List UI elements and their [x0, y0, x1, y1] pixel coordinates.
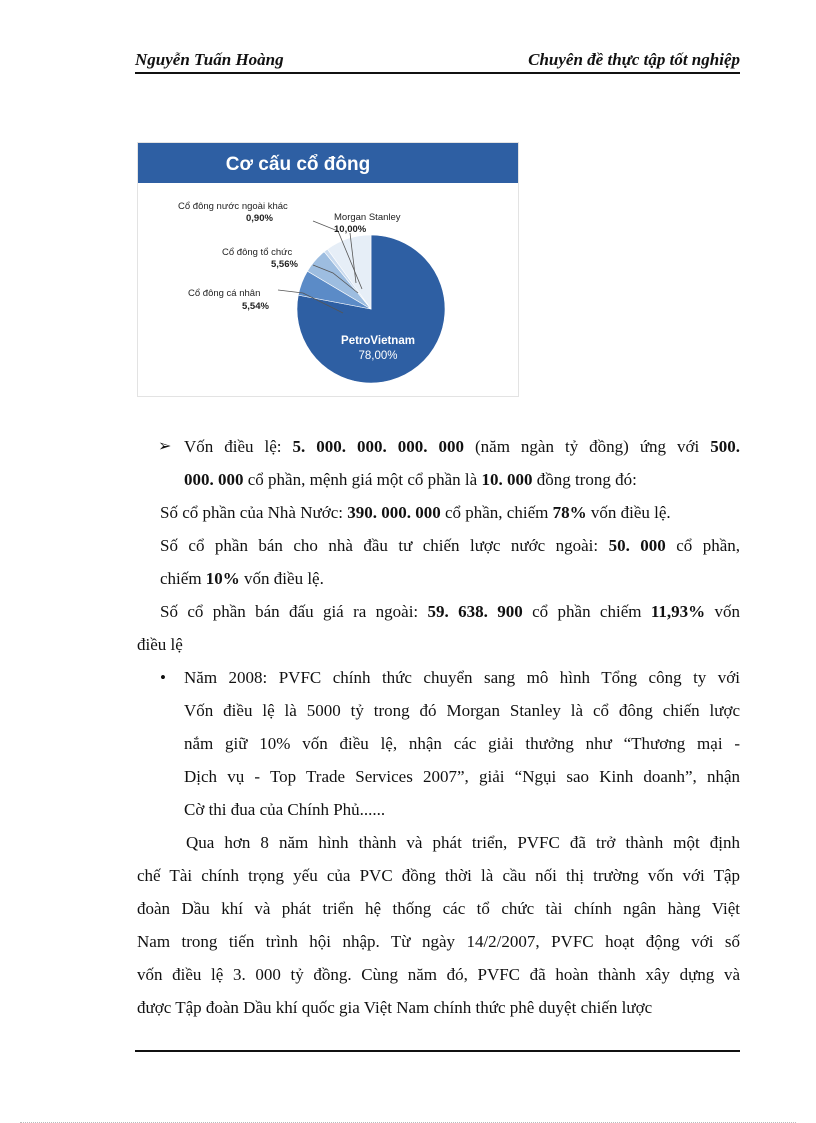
paragraph: Số cổ phần bán cho nhà đầu tư chiến lược nước ngoài: 50. 000 cổ phần, — [160, 536, 741, 555]
pie-chart-svg — [138, 143, 518, 396]
label-morgan-stanley: Morgan Stanley — [334, 212, 401, 223]
paragraph-line: đoàn Dầu khí và phát triển hệ thống các tổ chức tài chính ngân hàng Việt — [137, 899, 740, 918]
label-individual: Cổ đông cá nhân — [188, 288, 261, 299]
value-petrovietnam: 78,00% — [358, 350, 398, 362]
label-institutional: Cổ đông tổ chức — [222, 247, 293, 258]
paragraph-line: được Tập đoàn Dầu khí quốc gia Việt Nam chính thức phê duyệt chiến lược — [137, 998, 653, 1017]
footer-rule — [135, 1050, 740, 1052]
page-header — [135, 50, 740, 74]
value-foreign-other: 0,90% — [246, 213, 273, 224]
value-morgan-stanley: 10,00% — [334, 224, 367, 235]
header-title: Chuyên đề thực tập tốt nghiệp — [528, 50, 740, 69]
label-petrovietnam: PetroVietnam — [341, 335, 415, 347]
label-foreign-other: Cổ đông nước ngoài khác — [178, 201, 288, 212]
bullet-dot-icon: • — [160, 668, 166, 687]
paragraph: Số cổ phần của Nhà Nước: 390. 000. 000 cổ phần, chiếm 78% vốn điều lệ. — [160, 503, 671, 522]
document-body — [137, 430, 741, 1024]
chart-title: Cơ cấu cổ đông — [225, 154, 371, 175]
paragraph-continuation: chiếm 10% vốn điều lệ. — [160, 569, 324, 588]
paragraph: Qua hơn 8 năm hình thành và phát triển, PVFC đã trở thành một định — [186, 833, 740, 852]
value-institutional: 5,56% — [271, 259, 298, 270]
header-author: Nguyễn Tuấn Hoàng — [135, 50, 284, 69]
paragraph-line: vốn điều lệ 3. 000 tỷ đồng. Cùng năm đó, PVFC đã hoàn thành xây dựng và — [137, 965, 740, 984]
list-item: • Năm 2008: PVFC chính thức chuyển sang mô hình Tổng công ty với Vốn điều lệ là 5000 tỷ trong đó Morgan Stanley là cổ đông chiến lược nắm giữ 10% vốn điều lệ, nhận các giải thưởng như “Thương mại - Dịch vụ - Top Trade Services 2007”, giải “Ngụi sao Kinh doanh”, nhận Cờ thi đua của Chính Phủ...... — [160, 661, 740, 826]
list-item: ➢ Vốn điều lệ: 5. 000. 000. 000. 000 (năm ngàn tỷ đồng) ứng với 500. — [160, 430, 740, 463]
paragraph: Số cổ phần bán đấu giá ra ngoài: 59. 638. 900 cổ phần chiếm 11,93% vốn — [160, 602, 741, 621]
value-individual: 5,54% — [242, 301, 269, 312]
paragraph-line: Nam trong tiến trình hội nhập. Từ ngày 14/2/2007, PVFC hoạt động với số — [137, 932, 740, 951]
paragraph-continuation: điều lệ — [137, 635, 183, 654]
paragraph-line: chế Tài chính trọng yếu của PVC đồng thời là cầu nối thị trường vốn với Tập — [137, 866, 740, 885]
shareholder-pie-chart — [137, 142, 519, 397]
list-item-continuation: 000. 000 cổ phần, mệnh giá một cổ phần là 10. 000 đồng trong đó: — [184, 470, 637, 489]
arrow-bullet-icon: ➢ — [158, 438, 172, 455]
